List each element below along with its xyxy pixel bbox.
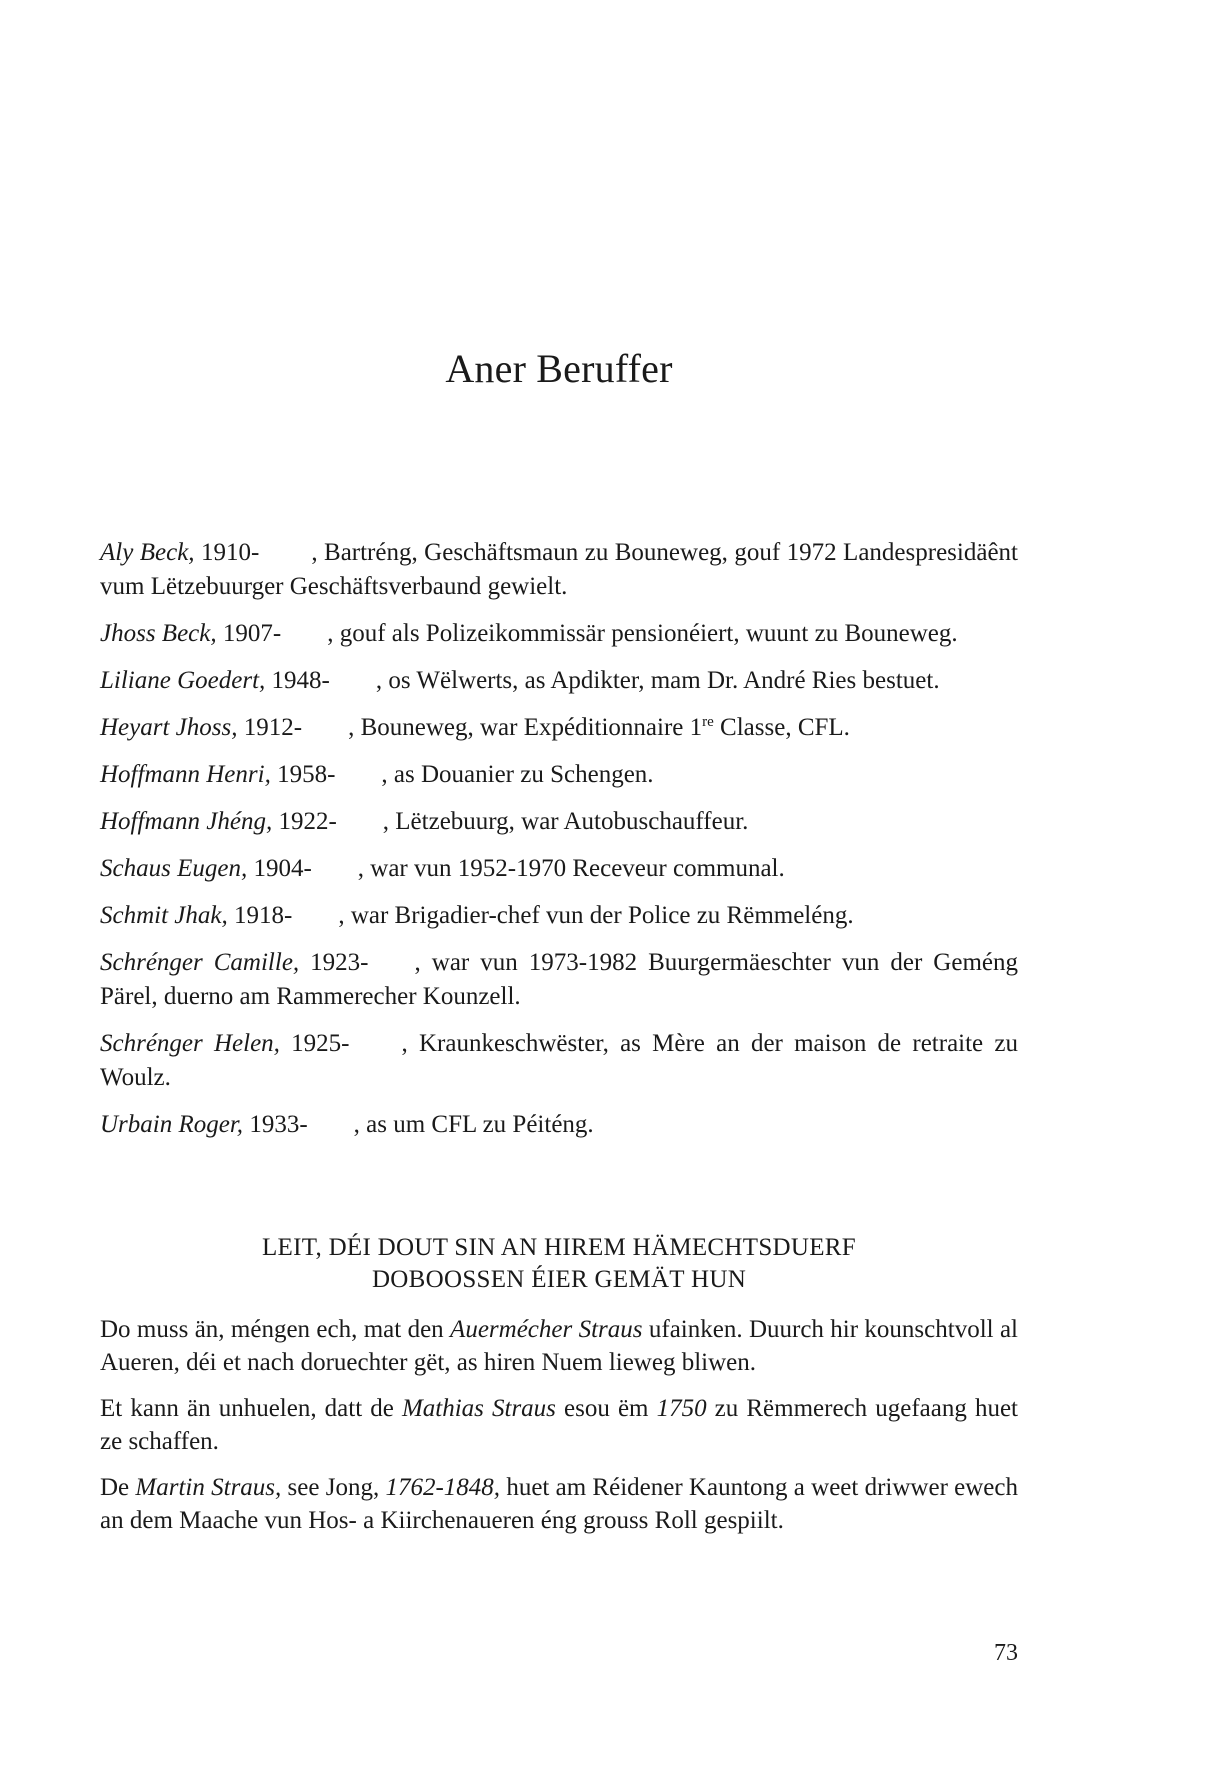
entry-item xyxy=(100,1108,1018,1142)
paragraph-text: zu Rëmmerech ugefaang huet ze schaffen. xyxy=(100,1395,1018,1455)
paragraph-text: see Jong, xyxy=(281,1474,386,1501)
entry-text: , gouf als Polizeikommissär pensionéiert, wuunt zu Bouneweg. xyxy=(327,620,958,647)
entry-text: , as Douanier zu Schengen. xyxy=(381,761,654,788)
entry-item xyxy=(100,536,1018,604)
emphasized-text: Martin Straus, xyxy=(135,1474,282,1501)
entry-text: , Kraunkeschwëster, as Mère an der maison de retraite zu Woulz. xyxy=(100,1030,1018,1091)
entry-year: 1922- xyxy=(272,808,337,835)
entry-text: , war vun 1952-1970 Receveur communal. xyxy=(357,855,785,882)
entry-item xyxy=(100,664,1018,698)
entry-name: Schrénger Helen, xyxy=(100,1030,280,1057)
entry-name: Jhoss Beck, xyxy=(100,620,217,647)
entry-name: Liliane Goedert, xyxy=(100,667,266,694)
emphasized-text: 1750 xyxy=(656,1395,707,1422)
entry-name: Hoffmann Jhéng, xyxy=(100,808,273,835)
entry-text: , os Wëlwerts, as Apdikter, mam Dr. André Ries bestuet. xyxy=(375,667,940,694)
entry-year: 1933- xyxy=(243,1111,308,1138)
document-page xyxy=(100,0,1018,1772)
entry-text: , as um CFL zu Péiténg. xyxy=(353,1111,594,1138)
section-heading-line2: DOBOOSSEN ÉIER GEMÄT HUN xyxy=(371,1266,747,1293)
section-heading xyxy=(100,1232,1018,1296)
emphasized-text: 1762-1848, xyxy=(385,1474,501,1501)
emphasized-text: Mathias Straus xyxy=(401,1395,556,1422)
entry-item xyxy=(100,852,1018,886)
body-paragraph xyxy=(100,1471,1018,1537)
entry-item xyxy=(100,711,1018,745)
entry-year: 1912- xyxy=(237,714,303,741)
entry-name: Aly Beck, xyxy=(100,539,195,566)
entry-name: Urbain Roger, xyxy=(100,1111,244,1138)
paragraph-text: esou ëm xyxy=(555,1395,657,1422)
section-heading-line1: LEIT, DÉI DOUT SIN AN HIREM HÄMECHTSDUERF xyxy=(261,1234,856,1261)
paragraph-text: Do muss än, méngen ech, mat den xyxy=(100,1316,451,1343)
entries-list xyxy=(100,536,1018,1155)
page-number: 73 xyxy=(994,1640,1018,1666)
body-paragraph xyxy=(100,1313,1018,1379)
entry-year: 1923- xyxy=(299,949,369,976)
entry-text: , war Brigadier-chef vun der Police zu Rëmmeléng. xyxy=(338,902,854,929)
entry-year: 1904- xyxy=(247,855,312,882)
entry-name: Schmit Jhak, xyxy=(100,902,228,929)
entry-name: Schaus Eugen, xyxy=(100,855,248,882)
paragraph-text: huet am Réidener Kauntong a weet driwwer ewech an dem Maache vun Hos- a Kiirchenaueren éng grouss Roll gespiilt. xyxy=(100,1474,1018,1534)
entry-year: 1958- xyxy=(270,761,336,788)
entry-item xyxy=(100,617,1018,651)
entry-year: 1910- xyxy=(194,539,260,566)
paragraph-text: De xyxy=(100,1474,136,1501)
entry-name: Schrénger Camille, xyxy=(100,949,300,976)
entry-year: 1925- xyxy=(279,1030,350,1057)
body-paragraph xyxy=(100,1392,1018,1458)
body-text xyxy=(100,1313,1018,1550)
entry-item xyxy=(100,899,1018,933)
entry-name: Heyart Jhoss, xyxy=(100,714,238,741)
entry-item xyxy=(100,946,1018,1014)
entry-text: , Bouneweg, war Expéditionnaire 1 xyxy=(348,714,703,741)
entry-year: 1948- xyxy=(265,667,330,694)
page-title: Aner Beruffer xyxy=(445,346,673,391)
entry-text: , Lëtzebuurg, war Autobuschauffeur. xyxy=(382,808,749,835)
paragraph-text: ufainken. Duurch hir kounschtvoll al Aueren, déi et nach doruechter gët, as hiren Nuem lieweg bliwen. xyxy=(100,1316,1019,1376)
entry-year: 1907- xyxy=(216,620,282,647)
entry-text: , Bartréng, Geschäftsmaun zu Bouneweg, gouf 1972 Landespresidäênt vum Lëtzebuurger Geschäftsverbaund gewielt. xyxy=(100,539,1018,600)
entry-item xyxy=(100,1027,1018,1095)
entry-year: 1918- xyxy=(227,902,293,929)
entry-text: Classe, CFL. xyxy=(713,714,850,741)
entry-text: , war vun 1973-1982 Buurgermäeschter vun der Geméng Pärel, duerno am Rammerecher Kounzell. xyxy=(100,949,1019,1010)
entry-name: Hoffmann Henri, xyxy=(100,761,271,788)
entry-item xyxy=(100,805,1018,839)
ordinal-superscript: re xyxy=(702,714,714,730)
entry-item xyxy=(100,758,1018,792)
paragraph-text: Et kann än unhuelen, datt de xyxy=(100,1395,402,1422)
emphasized-text: Auermécher Straus xyxy=(450,1316,643,1343)
